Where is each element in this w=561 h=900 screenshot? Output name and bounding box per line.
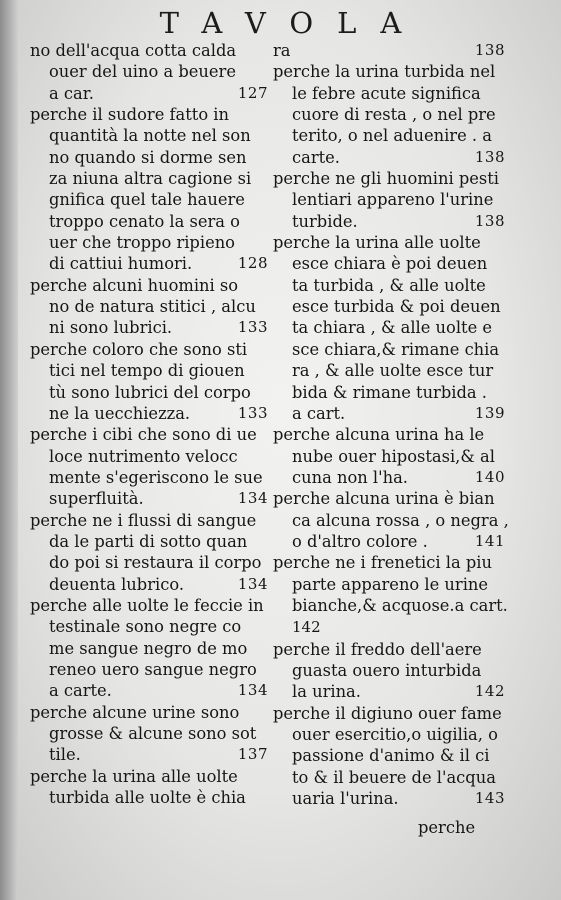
entry-line — [30, 189, 268, 210]
entry-line — [30, 61, 268, 82]
entry-line — [30, 723, 268, 744]
entry-text: perche la urina alle uolte — [30, 766, 238, 786]
page-number: 141 — [474, 531, 505, 550]
entry-line — [273, 189, 505, 210]
index-entry — [30, 104, 268, 275]
entry-line — [273, 467, 505, 488]
page-number: 138 — [474, 211, 505, 230]
page-number: 140 — [474, 467, 505, 486]
index-entry — [273, 232, 505, 424]
entry-line — [30, 275, 268, 296]
page-number: 133 — [237, 318, 268, 337]
entry-line — [30, 125, 268, 146]
entry-line — [30, 403, 268, 424]
entry-text: uaria l'urina. — [292, 789, 399, 809]
entry-line — [273, 296, 505, 317]
entry-text: ouer del uino a beuere — [49, 62, 236, 82]
entry-line — [30, 595, 268, 616]
entry-line — [273, 168, 505, 189]
entry-line — [30, 467, 268, 488]
page-number: 138 — [474, 41, 505, 59]
entry-text: perche alcune urine sono — [30, 702, 240, 722]
page-number: 139 — [474, 403, 505, 422]
book-spine-shadow — [0, 0, 18, 900]
entry-line — [30, 510, 268, 531]
index-entry — [273, 488, 509, 552]
page-number: 128 — [237, 254, 268, 273]
entry-text: mente s'egeriscono le sue — [49, 467, 263, 487]
entry-text: do poi si restaura il corpo — [49, 553, 262, 573]
entry-text: tù sono lubrici del corpo — [49, 382, 251, 402]
entry-text: ni sono lubrici. — [49, 318, 173, 338]
entry-line — [273, 660, 505, 681]
entry-text: passione d'animo & il ci — [292, 746, 490, 766]
entry-line — [273, 724, 505, 745]
entry-line — [273, 703, 505, 724]
entry-line — [30, 40, 268, 61]
entry-line — [30, 616, 268, 637]
entry-text: sce chiara,& rimane chia — [292, 339, 500, 359]
index-entry — [273, 552, 508, 638]
page-number: 142 — [474, 682, 505, 701]
right-column — [273, 40, 509, 809]
index-entry — [30, 702, 268, 766]
entry-line — [30, 702, 268, 723]
entry-line — [273, 510, 509, 531]
entry-text: to & il beuere de l'acqua — [292, 767, 496, 787]
page-number: 143 — [474, 789, 505, 808]
entry-line — [273, 40, 505, 61]
entry-text: nube ouer hipostasi,& al — [292, 446, 495, 466]
entry-line — [273, 61, 505, 82]
entry-text: testinale sono negre co — [49, 617, 242, 637]
entry-text: ne la uecchiezza. — [49, 403, 191, 423]
entry-text: da le parti di sotto quan — [49, 531, 248, 551]
entry-line — [273, 767, 505, 788]
entry-line — [30, 339, 268, 360]
entry-line — [30, 104, 268, 125]
entry-text: ouer esercitio,o uigilia, o — [292, 725, 498, 744]
entry-text: bianche,& acquose.a cart. — [292, 595, 508, 615]
index-entry — [30, 339, 268, 424]
entry-text: cuore di resta , o nel pre — [292, 105, 496, 125]
entry-line — [30, 296, 268, 317]
entry-line — [30, 787, 268, 808]
entry-line — [273, 360, 505, 381]
index-entry — [30, 275, 268, 339]
entry-text: perche la urina turbida nel — [273, 62, 496, 82]
entry-line — [273, 424, 505, 445]
index-entry — [273, 40, 505, 61]
entry-text: ta turbida , & alle uolte — [292, 275, 486, 295]
entry-text: gnifica quel tale hauere — [49, 190, 245, 210]
entry-line — [273, 147, 505, 168]
entry-text: ra , & alle uolte esce tur — [292, 361, 494, 381]
entry-line — [273, 639, 505, 660]
index-entry — [30, 510, 268, 595]
page-number: 137 — [237, 745, 268, 764]
entry-text: perche il freddo dell'aere — [273, 639, 482, 659]
entry-text: perche alle uolte le feccie in — [30, 595, 264, 615]
entry-text: perche la urina alle uolte — [273, 233, 481, 253]
entry-line — [30, 424, 268, 445]
entry-line — [30, 147, 268, 168]
entry-text: ra — [273, 41, 291, 60]
entry-line — [273, 531, 505, 552]
entry-text: bida & rimane turbida . — [292, 382, 487, 402]
entry-text: quantità la notte nel son — [49, 126, 251, 146]
entry-text: le febre acute significa — [292, 83, 481, 103]
entry-line — [30, 232, 268, 253]
entry-line — [30, 488, 268, 509]
entry-text: carte. — [292, 147, 340, 167]
entry-text: guasta ouero inturbida — [292, 660, 482, 680]
entry-line — [30, 659, 268, 680]
entry-line — [273, 125, 505, 146]
index-entry — [30, 424, 268, 509]
entry-text: a cart. — [292, 403, 346, 423]
entry-text: perche ne i frenetici la piu — [273, 553, 492, 573]
entry-line — [30, 83, 268, 104]
entry-line — [30, 744, 268, 765]
entry-line — [273, 211, 505, 232]
entry-line — [273, 339, 505, 360]
entry-line — [30, 382, 268, 403]
entry-text: perche alcuni huomini so — [30, 275, 239, 295]
index-entry — [30, 766, 268, 809]
index-entry — [273, 424, 505, 488]
entry-text: lentiari appareno l'urine — [292, 190, 494, 210]
index-entry — [30, 40, 268, 104]
entry-line — [30, 552, 268, 573]
entry-text: superfluità. — [49, 489, 144, 509]
entry-text: tici nel tempo di giouen — [49, 361, 245, 381]
entry-text: loce nutrimento velocc — [49, 446, 238, 466]
entry-text: esce turbida & poi deuen — [292, 297, 501, 317]
entry-text: deuenta lubrico. — [49, 574, 185, 594]
entry-text: ta chiara , & alle uolte e — [292, 318, 493, 338]
entry-text: perche alcuna urina ha le — [273, 425, 485, 445]
entry-line — [273, 788, 505, 809]
entry-line — [273, 253, 505, 274]
entry-text: perche coloro che sono sti — [30, 339, 248, 359]
entry-line — [30, 680, 268, 701]
entry-line — [30, 360, 268, 381]
entry-line — [273, 317, 505, 338]
page-number: 142 — [292, 618, 321, 637]
entry-line — [273, 488, 505, 509]
entry-text: perche il sudore fatto in — [30, 105, 229, 125]
page-number: 134 — [237, 574, 268, 593]
entry-line — [30, 638, 268, 659]
entry-text: turbida alle uolte è chia — [49, 788, 246, 808]
entry-line — [273, 595, 508, 616]
page-number: 133 — [237, 403, 268, 422]
entry-text: troppo cenato la sera o — [49, 211, 240, 231]
entry-text: perche ne i flussi di sangue — [30, 510, 257, 530]
left-column — [30, 40, 268, 808]
entry-line — [273, 574, 505, 595]
entry-line — [273, 382, 505, 403]
entry-text: grosse & alcune sono sot — [49, 724, 257, 743]
entry-text: perche i cibi che sono di ue — [30, 425, 257, 445]
entry-line — [30, 446, 268, 467]
entry-text: cuna non l'ha. — [292, 467, 408, 487]
running-header: TAVOLA — [159, 6, 426, 40]
entry-line — [273, 232, 505, 253]
entry-text: di cattiui humori. — [49, 254, 193, 274]
entry-text: me sangue negro de mo — [49, 638, 248, 658]
entry-text: parte appareno le urine — [292, 574, 489, 594]
entry-text: la urina. — [292, 682, 361, 702]
entry-line — [273, 104, 505, 125]
entry-text: perche alcuna urina è bian — [273, 489, 495, 509]
entry-text: reneo uero sangue negro — [49, 659, 257, 679]
entry-line — [273, 275, 505, 296]
entry-line — [30, 253, 268, 274]
entry-text: a car. — [49, 83, 94, 103]
entry-text: a carte. — [49, 681, 112, 701]
entry-text: no de natura stitici , alcu — [49, 297, 256, 317]
entry-text: o d'altro colore . — [292, 531, 428, 551]
entry-line — [30, 574, 268, 595]
page-number: 127 — [237, 83, 268, 102]
entry-line — [30, 317, 268, 338]
index-entry — [273, 703, 505, 810]
entry-line — [273, 552, 505, 573]
page-number: 138 — [474, 147, 505, 166]
entry-text: tile. — [49, 745, 81, 765]
page-number: 134 — [237, 681, 268, 700]
entry-line — [273, 83, 505, 104]
index-entry — [273, 639, 505, 703]
index-entry — [30, 595, 268, 702]
entry-text: uer che troppo ripieno — [49, 233, 235, 253]
entry-line — [30, 168, 268, 189]
entry-text: esce chiara è poi deuen — [292, 254, 488, 274]
entry-line — [30, 766, 268, 787]
index-entry — [273, 61, 505, 168]
entry-text: no quando si dorme sen — [49, 147, 247, 167]
entry-line — [273, 745, 505, 766]
entry-text: ca alcuna rossa , o negra , — [292, 510, 509, 530]
entry-line — [273, 403, 505, 424]
entry-text: terito, o nel aduenire . a — [292, 126, 492, 146]
entry-line — [273, 446, 505, 467]
page-number: 134 — [237, 489, 268, 508]
catchword: perche — [418, 818, 476, 837]
entry-line — [273, 616, 505, 638]
entry-line — [30, 531, 268, 552]
entry-text: perche ne gli huomini pesti — [273, 169, 500, 189]
entry-text: perche il digiuno ouer fame — [273, 703, 502, 723]
entry-text: turbide. — [292, 211, 358, 231]
entry-text: no dell'acqua cotta calda — [30, 41, 237, 60]
index-entry — [273, 168, 505, 232]
entry-line — [30, 211, 268, 232]
entry-line — [273, 681, 505, 702]
entry-text: za niuna altra cagione si — [49, 169, 252, 189]
